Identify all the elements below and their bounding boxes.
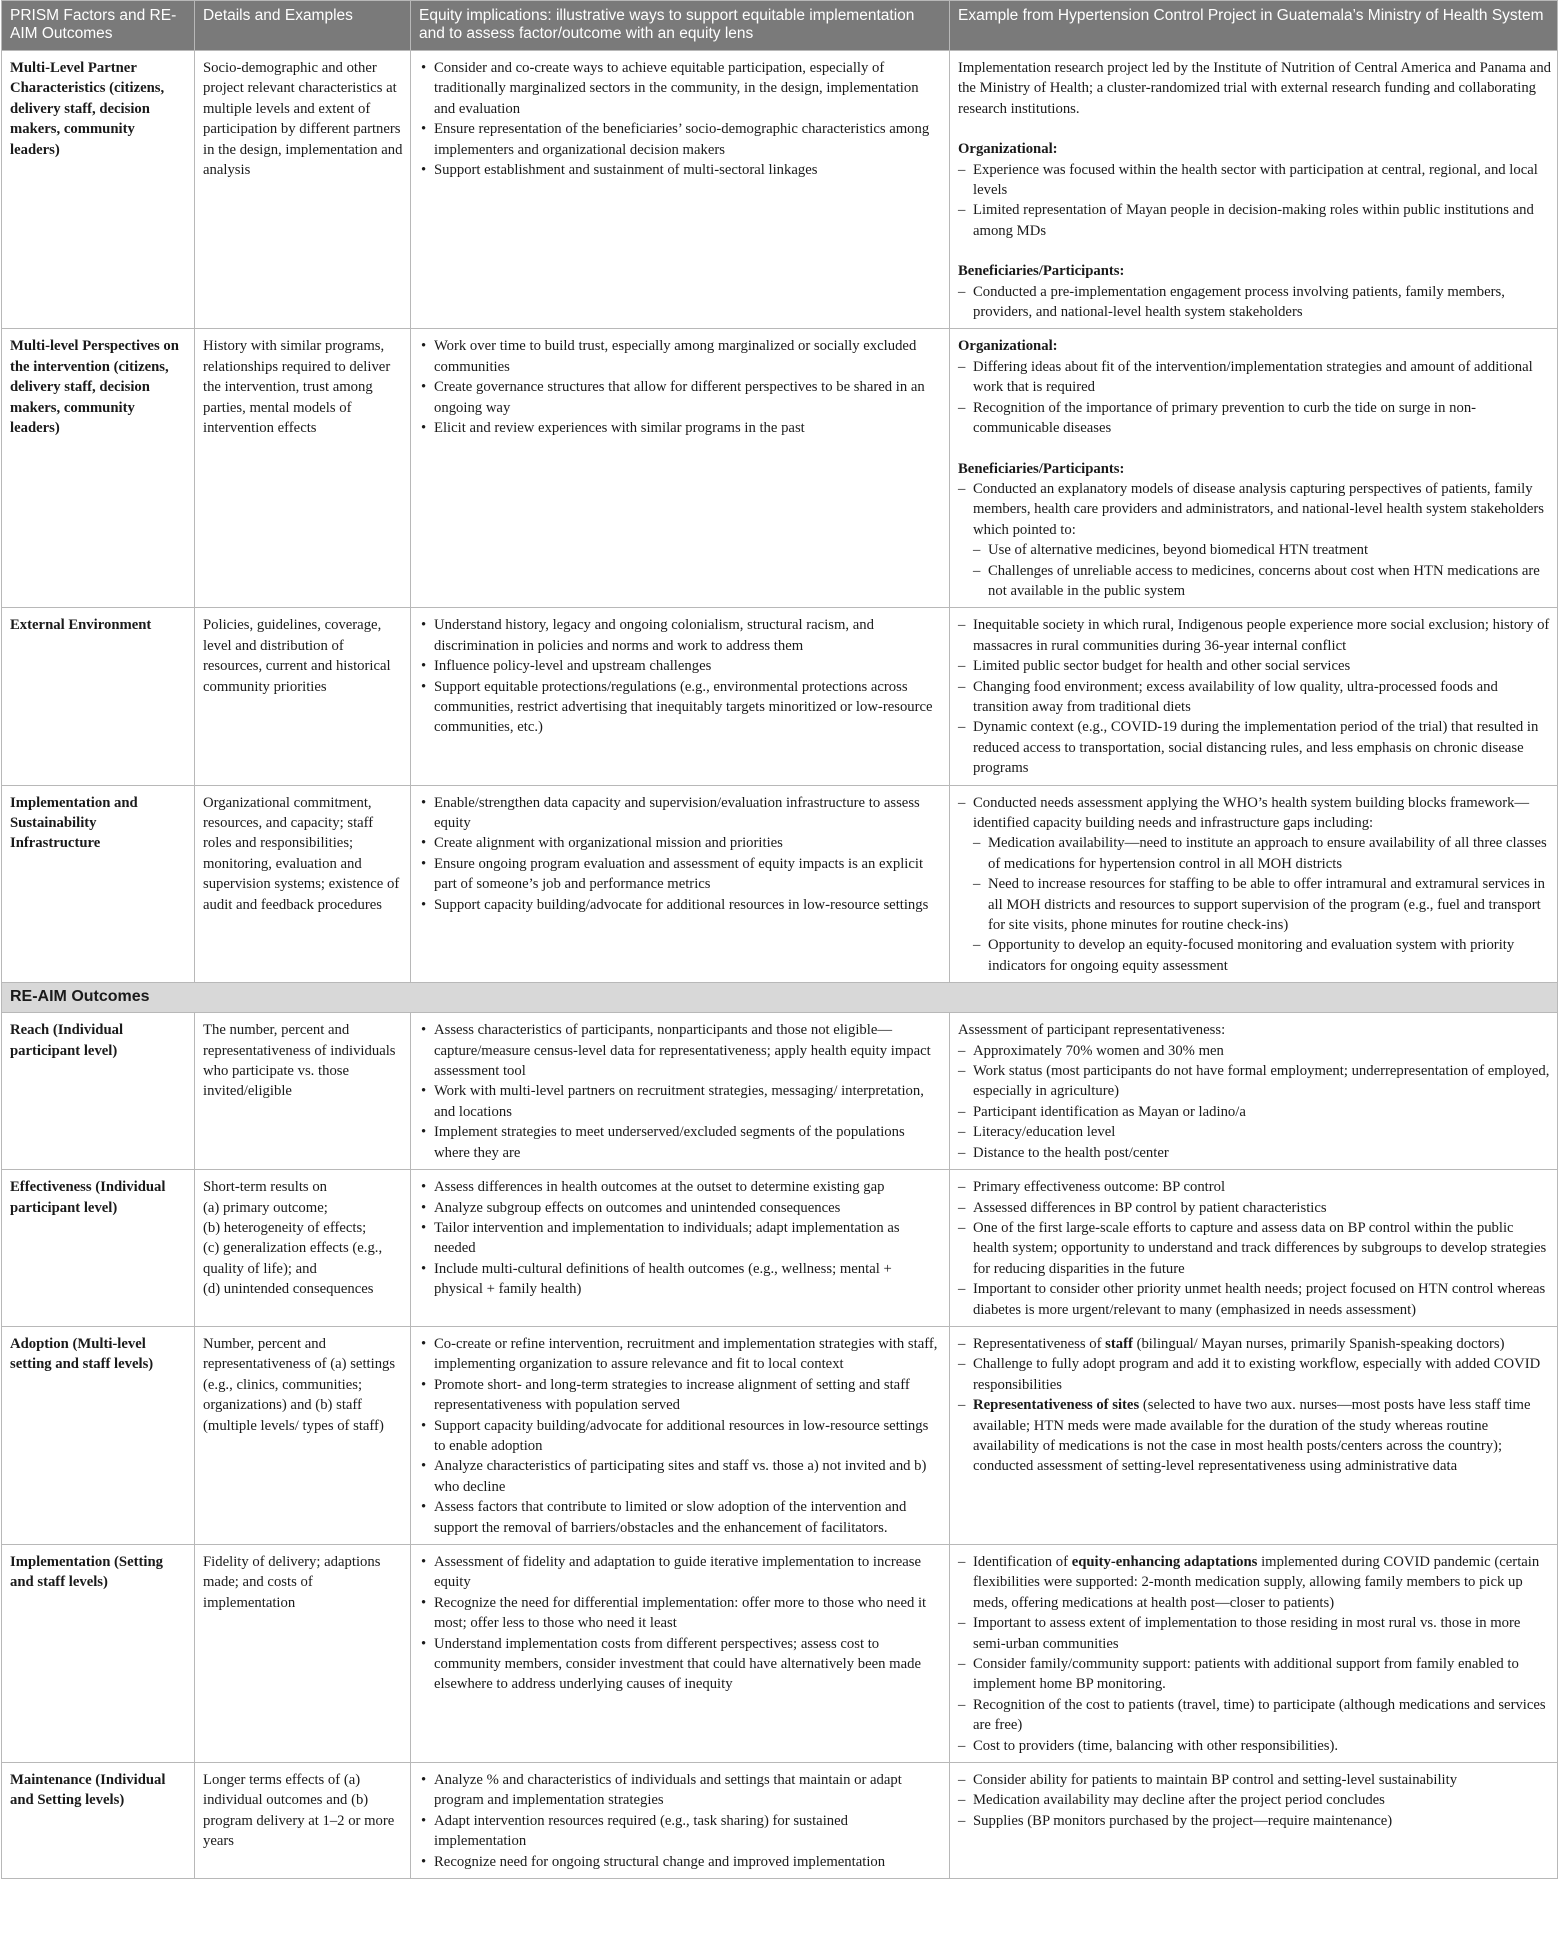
factor-cell: Multi-level Perspectives on the intervention (citizens, delivery staff, decision makers, community leaders) <box>2 329 195 608</box>
column-header: PRISM Factors and RE-AIM Outcomes <box>2 1 195 51</box>
table-row <box>2 1326 1558 1544</box>
equity-bullet-item: • Include multi-cultural definitions of health outcomes (e.g., wellness; mental + physical + family health) <box>434 1259 943 1300</box>
table-row <box>2 1013 1558 1170</box>
section-row <box>2 983 1558 1013</box>
factor-cell: Multi-Level Partner Characteristics (citizens, delivery staff, decision makers, community leaders) <box>2 51 195 329</box>
example-dash-item: – Medication availability may decline after the project period concludes <box>958 1790 1551 1810</box>
equity-bullet-item: • Understand history, legacy and ongoing colonialism, structural racism, and discrimination in policies and norms and work to address them <box>434 615 943 656</box>
example-dash-list <box>958 1770 1551 1831</box>
example-dash-list <box>958 357 1551 439</box>
equity-cell <box>411 1763 950 1879</box>
equity-bullet-item: • Influence policy-level and upstream challenges <box>434 656 943 676</box>
example-block <box>958 1177 1551 1320</box>
details-line: Short-term results on <box>203 1179 328 1196</box>
example-sub-item: – Need to increase resources for staffing to be able to offer intramural and extramural services in all MOH districts and resources to support supervision of the program (e.g., fuel and transport for site visits, phone minutes for routine check-ins) <box>973 874 1551 935</box>
example-sub-item: – Opportunity to develop an equity-focused monitoring and evaluation system with priority indicators for ongoing equity assessment <box>973 935 1551 976</box>
example-dash-item: – Important to consider other priority unmet health needs; project focused on HTN control whereas diabetes is more urgent/relevant to many (emphasized in needs assessment) <box>958 1279 1551 1320</box>
equity-bullet-item: • Assess characteristics of participants, nonparticipants and those not eligible—capture/measure census-level data for representativeness; apply health equity impact assessment tool <box>434 1020 943 1081</box>
table-row <box>2 608 1558 785</box>
example-dash-item: – Experience was focused within the health sector with participation at central, regional, and local levels <box>958 160 1551 201</box>
example-block <box>958 459 1551 602</box>
table-row <box>2 329 1558 608</box>
equity-cell <box>411 329 950 608</box>
factor-cell: Reach (Individual participant level) <box>2 1013 195 1170</box>
equity-bullet-item: • Enable/strengthen data capacity and supervision/evaluation infrastructure to assess equity <box>434 793 943 834</box>
equity-bullet-item: • Analyze characteristics of participating sites and staff vs. those a) not invited and b) who decline <box>434 1456 943 1497</box>
example-dash-item: – Participant identification as Mayan or ladino/a <box>958 1102 1551 1122</box>
equity-bullet-item: • Create governance structures that allow for different perspectives to be shared in an ongoing way <box>434 377 943 418</box>
example-dash-item: – Distance to the health post/center <box>958 1143 1551 1163</box>
equity-bullet-item: • Co-create or refine intervention, recruitment and implementation strategies with staff, implementing organization to assure relevance and fit to local context <box>434 1334 943 1375</box>
equity-bullet-item: • Assess factors that contribute to limited or slow adoption of the intervention and support the removal of barriers/obstacles and the enhancement of facilitators. <box>434 1497 943 1538</box>
example-cell <box>950 51 1558 329</box>
example-dash-item: – Differing ideas about fit of the intervention/implementation strategies and amount of additional work that is required <box>958 357 1551 398</box>
equity-bullet-item: • Adapt intervention resources required (e.g., task sharing) for sustained implementation <box>434 1811 943 1852</box>
example-dash-item: – Work status (most participants do not have formal employment; underrepresentation of employed, especially in agriculture) <box>958 1061 1551 1102</box>
factor-cell: Adoption (Multi-level setting and staff levels) <box>2 1326 195 1544</box>
example-dash-list <box>958 1334 1551 1477</box>
equity-cell <box>411 1326 950 1544</box>
example-dash-list <box>958 479 1551 601</box>
example-dash-item: – Identification of equity-enhancing adaptations implemented during COVID pandemic (certain flexibilities were supported: 2-month medication supply, allowing family members to pick up meds, offering medications at health post—closer to patients) <box>958 1552 1551 1613</box>
example-dash-item: – Recognition of the cost to patients (travel, time) to participate (although medications and services are free) <box>958 1695 1551 1736</box>
equity-bullet-item: • Elicit and review experiences with similar programs in the past <box>434 418 943 438</box>
example-block <box>958 336 1551 438</box>
emphasis-text: Representativeness of sites <box>973 1397 1140 1414</box>
factor-cell: Effectiveness (Individual participant level) <box>2 1170 195 1327</box>
example-dash-list <box>958 1177 1551 1320</box>
equity-bullet-list <box>419 793 943 915</box>
example-dash-item: – Approximately 70% women and 30% men <box>958 1041 1551 1061</box>
example-dash-list <box>958 1552 1551 1756</box>
example-dash-item: – Representativeness of sites (selected to have two aux. nurses—most posts have less staff time available; HTN meds were made available for the duration of the study whereas routine availability of medications is not the case in most health posts/centers across the country); conducted assessment of setting-level representativeness using administrative data <box>958 1395 1551 1477</box>
example-intro: Assessment of participant representativeness: <box>958 1022 1226 1039</box>
equity-bullet-item: • Assessment of fidelity and adaptation to guide iterative implementation to increase equity <box>434 1552 943 1593</box>
example-cell <box>950 1326 1558 1544</box>
equity-bullet-list <box>419 58 943 180</box>
example-intro: Implementation research project led by the Institute of Nutrition of Central America and Panama and the Ministry of Health; a cluster-randomized trial with external research funding and collaborating research institutions. <box>958 60 1552 117</box>
equity-bullet-item: • Analyze % and characteristics of individuals and settings that maintain or adapt program and implementation strategies <box>434 1770 943 1811</box>
example-dash-item: – Important to assess extent of implementation to those residing in most rural vs. those in more semi-urban communities <box>958 1613 1551 1654</box>
example-dash-list <box>958 282 1551 323</box>
factor-cell: Implementation (Setting and staff levels) <box>2 1545 195 1763</box>
equity-bullet-item: • Support equitable protections/regulations (e.g., environmental protections across communities, restrict advertising that inequitably targets minoritized or low-resource communities, etc.) <box>434 677 943 738</box>
example-dash-item: – Consider ability for patients to maintain BP control and setting-level sustainability <box>958 1770 1551 1790</box>
example-dash-list <box>958 160 1551 242</box>
equity-cell <box>411 51 950 329</box>
example-dash-list <box>958 615 1551 778</box>
example-block <box>958 58 1551 119</box>
table-header-row <box>2 1 1558 51</box>
prism-reaim-table <box>1 0 1558 1879</box>
equity-bullet-item: • Analyze subgroup effects on outcomes and unintended consequences <box>434 1198 943 1218</box>
example-dash-item: – Conducted needs assessment applying the WHO’s health system building blocks framework—identified capacity building needs and infrastructure gaps including: – Medication availability—need to institute an approach to ensure availability of all three classes of medications for hypertension control in all MOH districts – Need to increase resources for staffing to be able to offer intramural and extramural services in all MOH districts and resources to support supervision of the program (e.g., fuel and transport for site visits, phone minutes for routine check-ins) – Opportunity to develop an equity-focused monitoring and evaluation system with priority indicators for ongoing equity assessment <box>958 793 1551 977</box>
equity-bullet-item: • Implement strategies to meet underserved/excluded segments of the populations where they are <box>434 1122 943 1163</box>
factor-cell: Implementation and Sustainability Infrastructure <box>2 785 195 983</box>
factor-cell: Maintenance (Individual and Setting levels) <box>2 1763 195 1879</box>
example-block <box>958 1770 1551 1831</box>
example-dash-item: – Recognition of the importance of primary prevention to curb the tide on surge in non-communicable diseases <box>958 398 1551 439</box>
equity-bullet-item: • Support capacity building/advocate for additional resources in low-resource settings to enable adoption <box>434 1416 943 1457</box>
reaim-outcomes-body <box>2 1013 1558 1879</box>
equity-bullet-item: • Work with multi-level partners on recruitment strategies, messaging/ interpretation, and locations <box>434 1081 943 1122</box>
equity-bullet-item: • Consider and co-create ways to achieve equitable participation, especially of traditionally marginalized sectors in the community, in the design, implementation and evaluation <box>434 58 943 119</box>
equity-bullet-list <box>419 615 943 737</box>
details-line: (b) heterogeneity of effects; <box>203 1219 367 1236</box>
equity-bullet-item: • Understand implementation costs from different perspectives; assess cost to community members, consider investment that could have alternatively been made elsewhere to address underlying causes of inequity <box>434 1634 943 1695</box>
details-line: (a) primary outcome; <box>203 1199 328 1216</box>
example-sub-list <box>973 833 1551 976</box>
equity-bullet-item: • Create alignment with organizational mission and priorities <box>434 833 943 853</box>
example-sub-item: – Challenges of unreliable access to medicines, concerns about cost when HTN medications are not available in the public system <box>973 561 1551 602</box>
details-cell: Socio-demographic and other project relevant characteristics at multiple levels and extent of participation by different partners in the design, implementation and analysis <box>195 51 411 329</box>
example-block <box>958 261 1551 322</box>
prism-factors-body <box>2 51 1558 983</box>
details-cell: Organizational commitment, resources, and capacity; staff roles and responsibilities; monitoring, evaluation and supervision systems; existence of audit and feedback procedures <box>195 785 411 983</box>
details-line: (c) generalization effects (e.g., quality of life); and <box>203 1240 383 1277</box>
example-dash-item: – Changing food environment; excess availability of low quality, ultra-processed foods and transition away from traditional diets <box>958 677 1551 718</box>
equity-bullet-list <box>419 1552 943 1695</box>
example-sub-item: – Medication availability—need to institute an approach to ensure availability of all three classes of medications for hypertension control in all MOH districts <box>973 833 1551 874</box>
equity-bullet-list <box>419 336 943 438</box>
example-block <box>958 139 1551 241</box>
equity-cell <box>411 785 950 983</box>
emphasis-text: staff <box>1105 1335 1133 1352</box>
example-block <box>958 615 1551 778</box>
equity-cell <box>411 1545 950 1763</box>
example-dash-item: – Limited public sector budget for health and other social services <box>958 656 1551 676</box>
column-header: Example from Hypertension Control Project in Guatemala’s Ministry of Health System <box>950 1 1558 51</box>
section-label: RE-AIM Outcomes <box>2 983 1558 1013</box>
example-dash-list <box>958 793 1551 977</box>
equity-bullet-item: • Support capacity building/advocate for additional resources in low-resource settings <box>434 895 943 915</box>
details-cell: Fidelity of delivery; adaptions made; and costs of implementation <box>195 1545 411 1763</box>
details-cell: Policies, guidelines, coverage, level and distribution of resources, current and historical community priorities <box>195 608 411 785</box>
example-dash-list <box>958 1041 1551 1163</box>
example-cell <box>950 1763 1558 1879</box>
example-dash-item: – Conducted an explanatory models of disease analysis capturing perspectives of patients, family members, health care providers and administrators, and national-level health system stakeholders which pointed to: – Use of alternative medicines, beyond biomedical HTN treatment – Challenges of unreliable access to medicines, concerns about cost when HTN medications are not available in the public system <box>958 479 1551 601</box>
equity-cell <box>411 608 950 785</box>
example-subheading: Organizational: <box>958 338 1058 355</box>
example-cell <box>950 1013 1558 1170</box>
example-cell <box>950 1545 1558 1763</box>
equity-bullet-item: • Tailor intervention and implementation to individuals; adapt implementation as needed <box>434 1218 943 1259</box>
equity-bullet-item: • Ensure ongoing program evaluation and assessment of equity impacts is an explicit part of someone’s job and performance metrics <box>434 854 943 895</box>
example-cell <box>950 785 1558 983</box>
equity-cell <box>411 1170 950 1327</box>
factor-cell: External Environment <box>2 608 195 785</box>
example-dash-item: – One of the first large-scale efforts to capture and assess data on BP control within the public health system; opportunity to understand and track differences by subgroups to develop strategies for reducing disparities in the future <box>958 1218 1551 1279</box>
equity-bullet-item: • Promote short- and long-term strategies to increase alignment of setting and staff representativeness with population served <box>434 1375 943 1416</box>
equity-bullet-list <box>419 1020 943 1163</box>
details-cell: Number, percent and representativeness of (a) settings (e.g., clinics, communities; organizations) and (b) staff (multiple levels/ types of staff) <box>195 1326 411 1544</box>
example-subheading: Organizational: <box>958 141 1058 158</box>
equity-bullet-list <box>419 1334 943 1538</box>
example-dash-item: – Conducted a pre-implementation engagement process involving patients, family members, providers, and national-level health system stakeholders <box>958 282 1551 323</box>
example-subheading: Beneficiaries/Participants: <box>958 460 1125 477</box>
table-row <box>2 51 1558 329</box>
table-row <box>2 785 1558 983</box>
details-cell: History with similar programs, relationships required to deliver the intervention, trust among parties, mental models of intervention effects <box>195 329 411 608</box>
example-dash-item: – Limited representation of Mayan people in decision-making roles within public institutions and among MDs <box>958 200 1551 241</box>
example-sub-list <box>973 540 1551 601</box>
example-block <box>958 1020 1551 1163</box>
equity-cell <box>411 1013 950 1170</box>
example-cell <box>950 608 1558 785</box>
example-dash-item: – Representativeness of staff (bilingual/ Mayan nurses, primarily Spanish-speaking doctors) <box>958 1334 1551 1354</box>
example-block <box>958 793 1551 977</box>
details-cell <box>195 1170 411 1327</box>
example-sub-item: – Use of alternative medicines, beyond biomedical HTN treatment <box>973 540 1551 560</box>
equity-bullet-item: • Support establishment and sustainment of multi-sectoral linkages <box>434 160 943 180</box>
equity-bullet-item: • Recognize the need for differential implementation: offer more to those who need it most; offer less to those who need it least <box>434 1593 943 1634</box>
example-dash-item: – Cost to providers (time, balancing with other responsibilities). <box>958 1736 1551 1756</box>
equity-bullet-item: • Work over time to build trust, especially among marginalized or socially excluded communities <box>434 336 943 377</box>
details-cell: The number, percent and representativeness of individuals who participate vs. those invited/eligible <box>195 1013 411 1170</box>
table-row <box>2 1545 1558 1763</box>
example-dash-item: – Primary effectiveness outcome: BP control <box>958 1177 1551 1197</box>
example-subheading: Beneficiaries/Participants: <box>958 263 1125 280</box>
example-dash-item: – Consider family/community support: patients with additional support from family enabled to implement home BP monitoring. <box>958 1654 1551 1695</box>
column-header: Details and Examples <box>195 1 411 51</box>
example-dash-item: – Dynamic context (e.g., COVID-19 during the implementation period of the trial) that resulted in reduced access to transportation, social distancing rules, and less emphasis on chronic disease programs <box>958 717 1551 778</box>
table-row <box>2 1763 1558 1879</box>
details-cell: Longer terms effects of (a) individual outcomes and (b) program delivery at 1–2 or more years <box>195 1763 411 1879</box>
column-header: Equity implications: illustrative ways to support equitable implementation and to assess factor/outcome with an equity lens <box>411 1 950 51</box>
table-row <box>2 1170 1558 1327</box>
example-dash-item: – Literacy/education level <box>958 1122 1551 1142</box>
example-cell <box>950 1170 1558 1327</box>
example-dash-item: – Challenge to fully adopt program and add it to existing workflow, especially with added COVID responsibilities <box>958 1354 1551 1395</box>
emphasis-text: equity-enhancing adaptations <box>1071 1554 1258 1570</box>
section-divider <box>2 983 1558 1013</box>
equity-bullet-item: • Recognize need for ongoing structural change and improved implementation <box>434 1852 943 1872</box>
example-dash-item: – Supplies (BP monitors purchased by the project—require maintenance) <box>958 1811 1551 1831</box>
details-line: (d) unintended consequences <box>203 1281 374 1298</box>
example-cell <box>950 329 1558 608</box>
equity-bullet-item: • Ensure representation of the beneficiaries’ socio-demographic characteristics among implementers and organizational decision makers <box>434 119 943 160</box>
equity-bullet-list <box>419 1770 943 1872</box>
equity-bullet-item: • Assess differences in health outcomes at the outset to determine existing gap <box>434 1177 943 1197</box>
example-dash-item: – Assessed differences in BP control by patient characteristics <box>958 1198 1551 1218</box>
equity-bullet-list <box>419 1177 943 1299</box>
example-dash-item: – Inequitable society in which rural, Indigenous people experience more social exclusion; history of massacres in rural communities during 36-year internal conflict <box>958 615 1551 656</box>
